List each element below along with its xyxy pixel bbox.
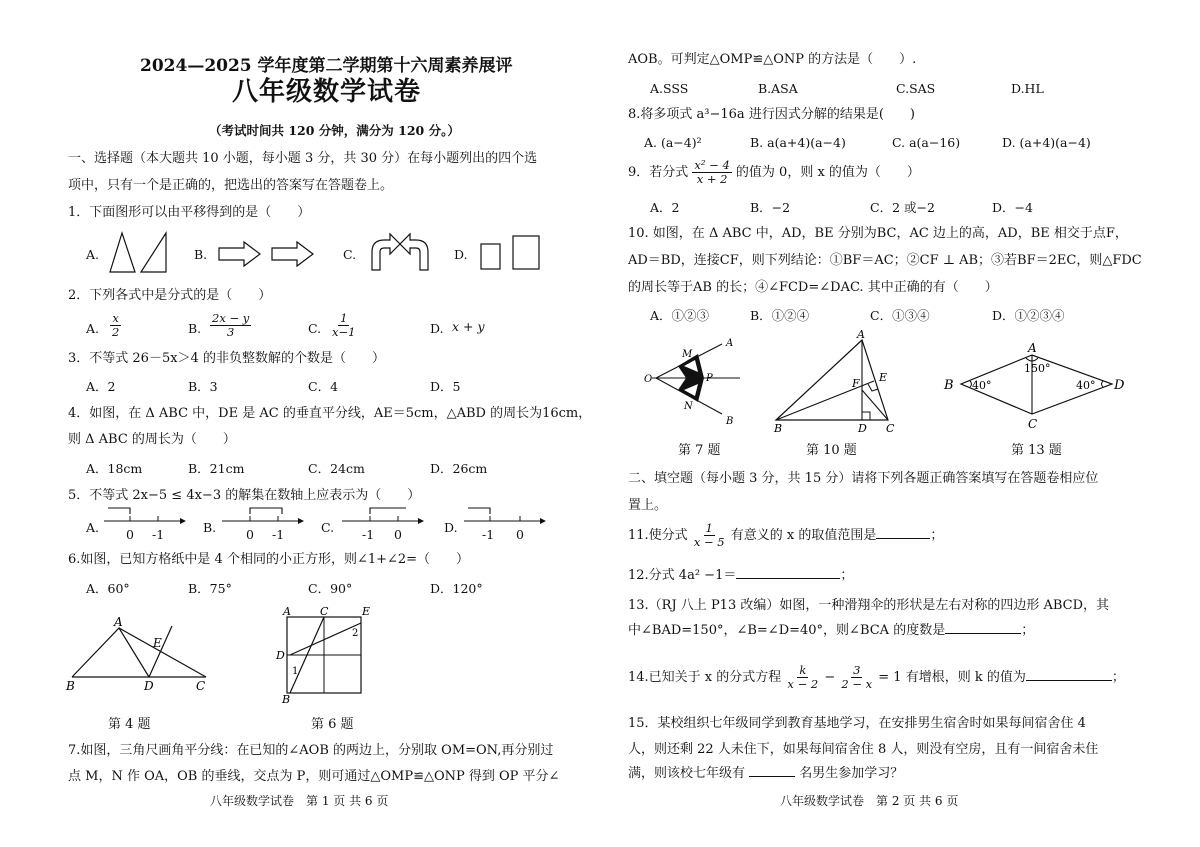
q5-a-tick-neg-one: -1 [152,527,165,542]
q4-option-a: A．18cm [86,461,143,476]
exam-time-note: （考试时间共 120 分钟，满分为 120 分。） [209,123,460,138]
fig13-angle-a: 150° [1024,362,1051,375]
figure-10-caption: 第 10 题 [806,443,857,458]
q11-end: ； [930,528,944,543]
fig7-label-b: B [726,416,734,427]
q15-line3-a: 满，则该校七年级有 [628,766,746,781]
q5-option-b-label: B. [203,520,217,535]
question-2-text: 2．下列各式中是分式的是（ ） [68,288,272,303]
q3-option-d: D．5 [430,379,461,394]
exam-page-2 [600,0,1200,847]
q6-option-a: A．60° [86,581,130,596]
q6-option-d: D．120° [430,581,483,596]
q4-option-d: D．26cm [430,461,488,476]
q5-d-tick-neg-one: -1 [482,527,495,542]
q8-option-c: C. a(a−16) [892,135,961,150]
question-15-line3 [628,765,903,782]
fig10-label-e: E [879,371,888,384]
figure-7-caption: 第 7 题 [678,443,721,458]
question-4-line2: 则 Δ ABC 的周长为（ ） [68,432,236,447]
fig10-label-f: F [852,377,860,390]
q5-c-tick-zero: 0 [394,527,402,542]
q9-option-c: C．2 或−2 [870,200,935,215]
q14-suffix: 有增根，则 k 的值为 [905,670,1026,685]
q14-term1: $\frac{k}{x - 2}$ [787,663,819,691]
q5-option-d-label: D. [444,520,458,535]
q8-option-b: B. a(a+4)(a−4) [750,135,846,150]
q13-answer-blank[interactable] [945,633,1021,634]
q11-answer-blank[interactable] [876,538,930,539]
q3-option-c: C．4 [308,379,339,394]
q14-equals: = 1 [878,670,902,685]
question-10-line2: AD＝BD，连接CF，则下列结论：①BF＝AC；②CF ⊥ AB；③若BF＝2EC，则△FDC [628,253,1142,268]
fig6-label-b: B [282,693,291,706]
section2-heading-line1: 二、填空题（每小题 3 分，共 15 分）请将下列各题正确答案填写在答题卷相应位 [628,471,1099,486]
q14-minus: − [824,670,836,685]
question-6-text: 6.如图，已知方格纸中是 4 个相同的小正方形，则∠1+∠2=（ ） [68,552,470,567]
fig6-angle-2: 2 [352,628,359,639]
q14-prefix: 14.已知关于 x 的分式方程 [628,670,782,685]
q9-suffix: 的值为 0，则 x 的值为（ ） [735,165,920,180]
q11-suffix: 有意义的 x 的取值范围是 [730,528,877,543]
page-2-footer: 八年级数学试卷 第 2 页 共 6 页 [780,794,959,808]
q5-b-tick-zero: 0 [246,527,254,542]
question-7-line1: 7.如图，三角尺画角平分线：在已知的∠AOB 的两边上，分别取 OM=ON,再分别过 [68,743,554,758]
q14-term2: $\frac{3}{2 - x}$ [841,663,873,691]
fig13-label-c: C [1028,417,1038,431]
q5-d-tick-zero: 0 [516,527,524,542]
q2-option-a-fraction: $\frac{x}{2}$ [112,311,120,339]
q7-option-c: C.SAS [896,81,936,96]
fig6-label-e: E [362,605,371,618]
q5-b-tick-neg-one: -1 [272,527,285,542]
fig4-label-d: D [144,679,154,693]
fig10-label-b: B [774,422,783,435]
question-7-line2: 点 M，N 作 OA，OB 的垂线，交点为 P，则可通过△OMP≌△ONP 得到 OP 平分∠ [68,769,560,784]
q14-end: ； [1111,670,1125,685]
q9-option-b: B．−2 [750,200,791,215]
q15-line3-b: 名男生参加学习？ [799,766,904,781]
fig7-label-a: A [726,338,734,349]
q9-fraction: $\frac{\text{x² − 4}}{x + 2}$ [694,158,730,186]
exam-title: 八年级数学试卷 [232,77,422,107]
q3-option-a: A．2 [86,379,116,394]
fig6-angle-1: 1 [292,666,299,677]
q15-answer-blank[interactable] [749,776,795,777]
question-10-line1: 10. 如图，在 Δ ABC 中，AD，BE 分别为BC，AC 边上的高，AD，BE 相交于点F， [628,226,1128,241]
q9-prefix: 9．若分式 [628,165,689,180]
fig6-label-c: C [320,605,329,618]
question-10-line3: 的周长等于AB 的长；④∠FCD=∠DAC. 其中正确的有（ ） [628,280,998,295]
q4-option-b: B．21cm [188,461,245,476]
fig10-label-d: D [858,422,867,435]
question-15-line2: 人，则还剩 22 人未住下，如果每间宿舍住 8 人，则没有空房，且有一间宿舍未住 [628,742,1099,757]
q6-option-c: C．90° [308,581,353,596]
q12-text: 12.分式 4a² −1＝ [628,568,737,583]
question-1-text: 1．下面图形可以由平移得到的是（ ） [68,205,311,220]
fig10-label-c: C [886,422,895,435]
question-13-line1: 13.（RJ 八上 P13 改编）如图，一种滑翔伞的形状是左右对称的四边形 ABCD，其 [628,598,1110,613]
q6-option-b: B．75° [188,581,232,596]
q2-option-b-label: B. [188,321,202,336]
fig13-angle-b: 40° [972,379,992,392]
fig7-label-o: O [644,374,653,385]
question-8-text: 8.将多项式 a³−16a 进行因式分解的结果是( ) [628,107,915,122]
exam-header-line: 2024—2025 学年度第二学期第十六周素养展评 [140,56,513,76]
q1-option-b-label: B. [194,247,208,262]
q7-option-a: A.SSS [650,81,689,96]
fig6-label-d: D [276,649,285,662]
q5-c-tick-neg-one: -1 [362,527,375,542]
q5-a-tick-zero: 0 [126,527,134,542]
q2-option-c-label: C. [308,321,322,336]
q5-option-a-label: A. [86,520,100,535]
question-11 [628,522,943,549]
figure-13-caption: 第 13 题 [1011,443,1062,458]
question-5-text: 5．不等式 2x−5 ≤ 4x−3 的解集在数轴上应表示为（ ） [68,488,421,503]
q4-option-c: C．24cm [308,461,365,476]
q1-option-a-label: A. [86,247,100,262]
section1-heading-line1: 一、选择题（本大题共 10 小题，每小题 3 分，共 30 分）在每小题列出的四个选 [68,151,538,166]
fig4-label-e: E [153,636,162,650]
q5-option-c-label: C. [321,520,335,535]
figure-4-caption: 第 4 题 [108,717,151,732]
q11-fraction: $\frac{1}{x - 5}$ [693,521,725,549]
q13-line2-text: 中∠BAD=150°，∠B=∠D=40°，则∠BCA 的度数是 [628,623,946,638]
q7-option-d: D.HL [1011,81,1044,96]
fig6-label-a: A [283,605,291,618]
q13-end: ； [1021,623,1035,638]
question-13-line2 [628,622,1034,639]
question-12 [628,567,853,584]
q10-option-b: B．①②④ [750,308,810,323]
fig13-angle-d: 40° [1076,379,1096,392]
q8-option-a: A. (a−4)² [644,135,702,150]
section1-heading-line2: 项中，只有一个是正确的，把选出的答案写在答题卷上。 [68,178,394,193]
q3-option-b: B．3 [188,379,218,394]
q12-answer-blank[interactable] [736,578,840,579]
q11-prefix: 11.使分式 [628,528,688,543]
q10-option-c: C．①③④ [870,308,930,323]
q2-option-b-fraction: $\frac{2x - y}{3}$ [212,311,250,339]
page-1-footer: 八年级数学试卷 第 1 页 共 6 页 [210,794,389,808]
q9-option-d: D．−4 [992,200,1033,215]
q9-option-a: A．2 [650,200,680,215]
q2-option-a-label: A. [86,321,100,336]
q2-option-d-expression: x + y [452,319,485,334]
question-4-line1: 4．如图，在 Δ ABC 中，DE 是 AC 的垂直平分线，AE＝5cm，△ABD 的周长为16cm， [68,406,592,421]
q1-option-d-label: D. [454,247,468,262]
fig10-label-a: A [857,328,865,341]
fig4-label-a: A [114,615,123,629]
fig13-label-d: D [1114,378,1125,393]
q10-option-d: D．①②③④ [992,308,1065,323]
q2-option-c-fraction: $\frac{1}{x-1}$ [332,311,356,339]
question-14 [628,664,1125,691]
fig13-label-a: A [1028,341,1037,355]
fig7-label-n: N [684,401,693,412]
figure-6-caption: 第 6 题 [311,717,354,732]
question-7-continued: AOB。可判定△OMP≌△ONP 的方法是（ ）. [628,52,917,67]
q2-option-d-label: D. [430,321,444,336]
fig13-label-b: B [944,378,954,393]
q14-answer-blank[interactable] [1026,680,1112,681]
question-3-text: 3．不等式 26－5x＞4 的非负整数解的个数是（ ） [68,351,385,366]
fig4-label-b: B [66,679,75,693]
fig4-label-c: C [196,679,206,693]
q12-end: ； [840,568,854,583]
question-15-line1: 15．某校组织七年级同学到教育基地学习，在安排男生宿舍时如果每间宿舍住 4 [628,716,1086,731]
section2-heading-line2: 置上。 [628,498,668,513]
q1-option-c-label: C. [343,247,357,262]
fig7-label-m: M [682,349,693,360]
q7-option-b: B.ASA [758,81,798,96]
q8-option-d: D. (a+4)(a−4) [1002,135,1091,150]
fig7-label-p: P [706,373,713,384]
q10-option-a: A．①②③ [650,308,710,323]
